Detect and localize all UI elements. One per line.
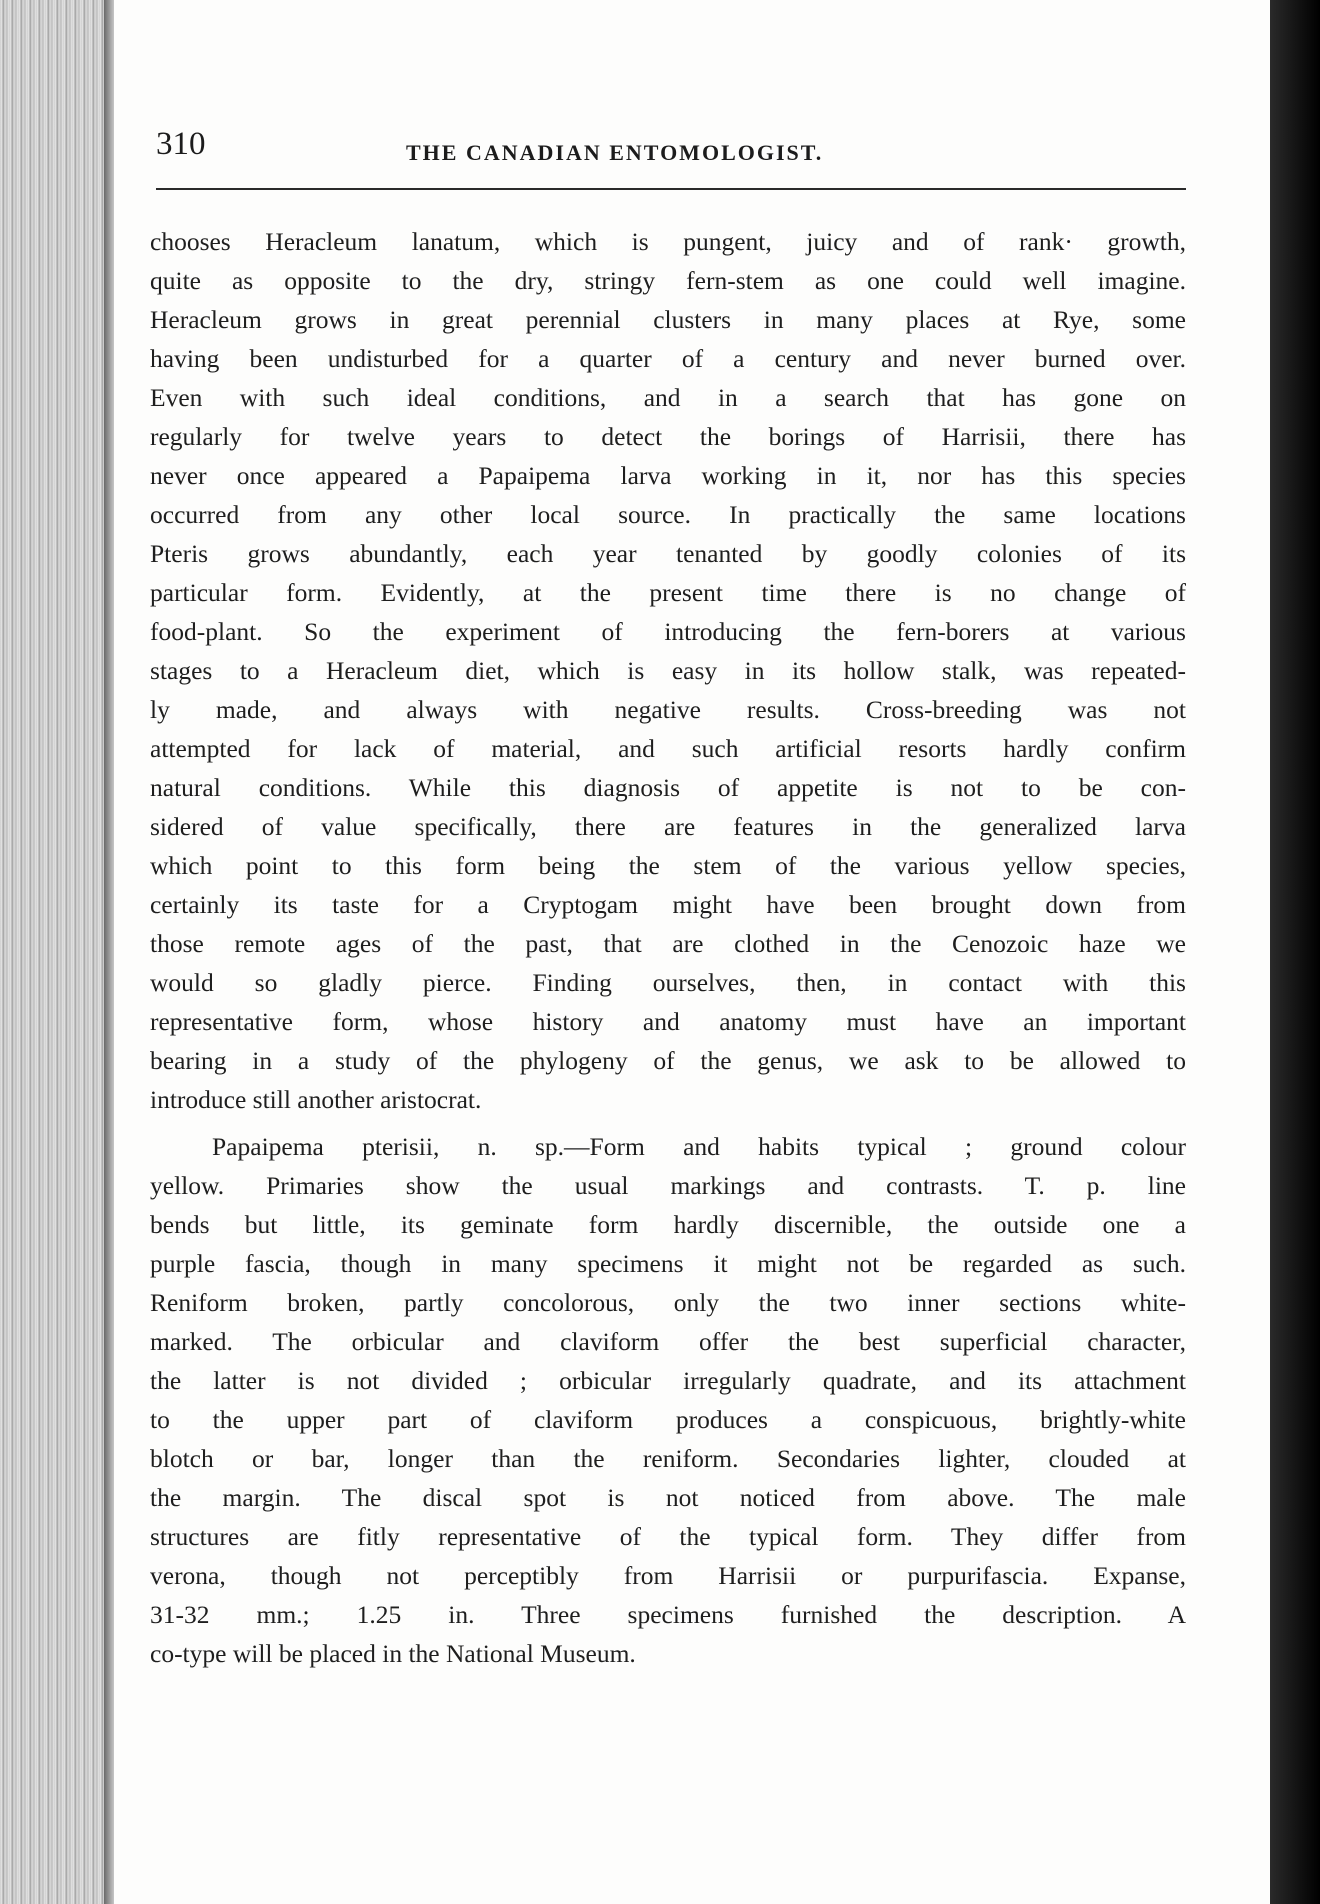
text-line: particular form. Evidently, at the present time there is no change of (150, 578, 1186, 607)
page-header (156, 126, 1186, 176)
text-line: quite as opposite to the dry, stringy fern-stem as one could well imagine. (150, 266, 1186, 295)
body-text (150, 222, 1186, 1673)
text-line: food-plant. So the experiment of introducing the fern-borers at various (150, 617, 1186, 646)
text-line: yellow. Primaries show the usual markings and contrasts. T. p. line (150, 1171, 1186, 1200)
text-line: the margin. The discal spot is not noticed from above. The male (150, 1483, 1186, 1512)
text-line: blotch or bar, longer than the reniform. Secondaries lighter, clouded at (150, 1444, 1186, 1473)
text-line: would so gladly pierce. Finding ourselves, then, in contact with this (150, 968, 1186, 997)
header-rule (156, 188, 1186, 190)
text-line: sidered of value specifically, there are features in the generalized larva (150, 812, 1186, 841)
text-line: regularly for twelve years to detect the borings of Harrisii, there has (150, 422, 1186, 451)
text-line: attempted for lack of material, and such artificial resorts hardly confirm (150, 734, 1186, 763)
text-line: Pteris grows abundantly, each year tenanted by goodly colonies of its (150, 539, 1186, 568)
text-line: representative form, whose history and anatomy must have an important (150, 1007, 1186, 1036)
text-line: stages to a Heracleum diet, which is easy in its hollow stalk, was repeated- (150, 656, 1186, 685)
text-line: 31-32 mm.; 1.25 in. Three specimens furnished the description. A (150, 1600, 1186, 1629)
text-line: verona, though not perceptibly from Harrisii or purpurifascia. Expanse, (150, 1561, 1186, 1590)
text-line: structures are fitly representative of the typical form. They differ from (150, 1522, 1186, 1551)
text-line: bends but little, its geminate form hardly discernible, the outside one a (150, 1210, 1186, 1239)
page-number: 310 (156, 126, 206, 162)
paragraph-1 (150, 222, 1186, 1119)
text-line: the latter is not divided ; orbicular irregularly quadrate, and its attachment (150, 1366, 1186, 1395)
text-line: Papaipema pterisii, n. sp.—Form and habits typical ; ground colour (212, 1132, 1186, 1161)
text-line: Even with such ideal conditions, and in a search that has gone on (150, 383, 1186, 412)
text-line: co-type will be placed in the National Museum. (150, 1639, 636, 1668)
text-line: having been undisturbed for a quarter of a century and never burned over. (150, 344, 1186, 373)
text-line: chooses Heracleum lanatum, which is pungent, juicy and of rank· growth, (150, 227, 1186, 256)
text-line: introduce still another aristocrat. (150, 1085, 482, 1114)
text-line: never once appeared a Papaipema larva working in it, nor has this species (150, 461, 1186, 490)
text-line: Heracleum grows in great perennial clusters in many places at Rye, some (150, 305, 1186, 334)
text-line: marked. The orbicular and claviform offer the best superficial character, (150, 1327, 1186, 1356)
running-head: THE CANADIAN ENTOMOLOGIST. (406, 140, 824, 165)
paragraph-2 (150, 1127, 1186, 1673)
text-line: those remote ages of the past, that are clothed in the Cenozoic haze we (150, 929, 1186, 958)
book-binding-gutter (0, 0, 112, 1904)
text-line: natural conditions. While this diagnosis of appetite is not to be con- (150, 773, 1186, 802)
text-line: to the upper part of claviform produces a conspicuous, brightly-white (150, 1405, 1186, 1434)
text-line: purple fascia, though in many specimens it might not be regarded as such. (150, 1249, 1186, 1278)
text-line: ly made, and always with negative results. Cross-breeding was not (150, 695, 1186, 724)
text-line: Reniform broken, partly concolorous, only the two inner sections white- (150, 1288, 1186, 1317)
text-line: which point to this form being the stem of the various yellow species, (150, 851, 1186, 880)
text-line: certainly its taste for a Cryptogam might have been brought down from (150, 890, 1186, 919)
text-line: bearing in a study of the phylogeny of the genus, we ask to be allowed to (150, 1046, 1186, 1075)
text-line: occurred from any other local source. In practically the same locations (150, 500, 1186, 529)
page-right-edge (1270, 0, 1320, 1904)
